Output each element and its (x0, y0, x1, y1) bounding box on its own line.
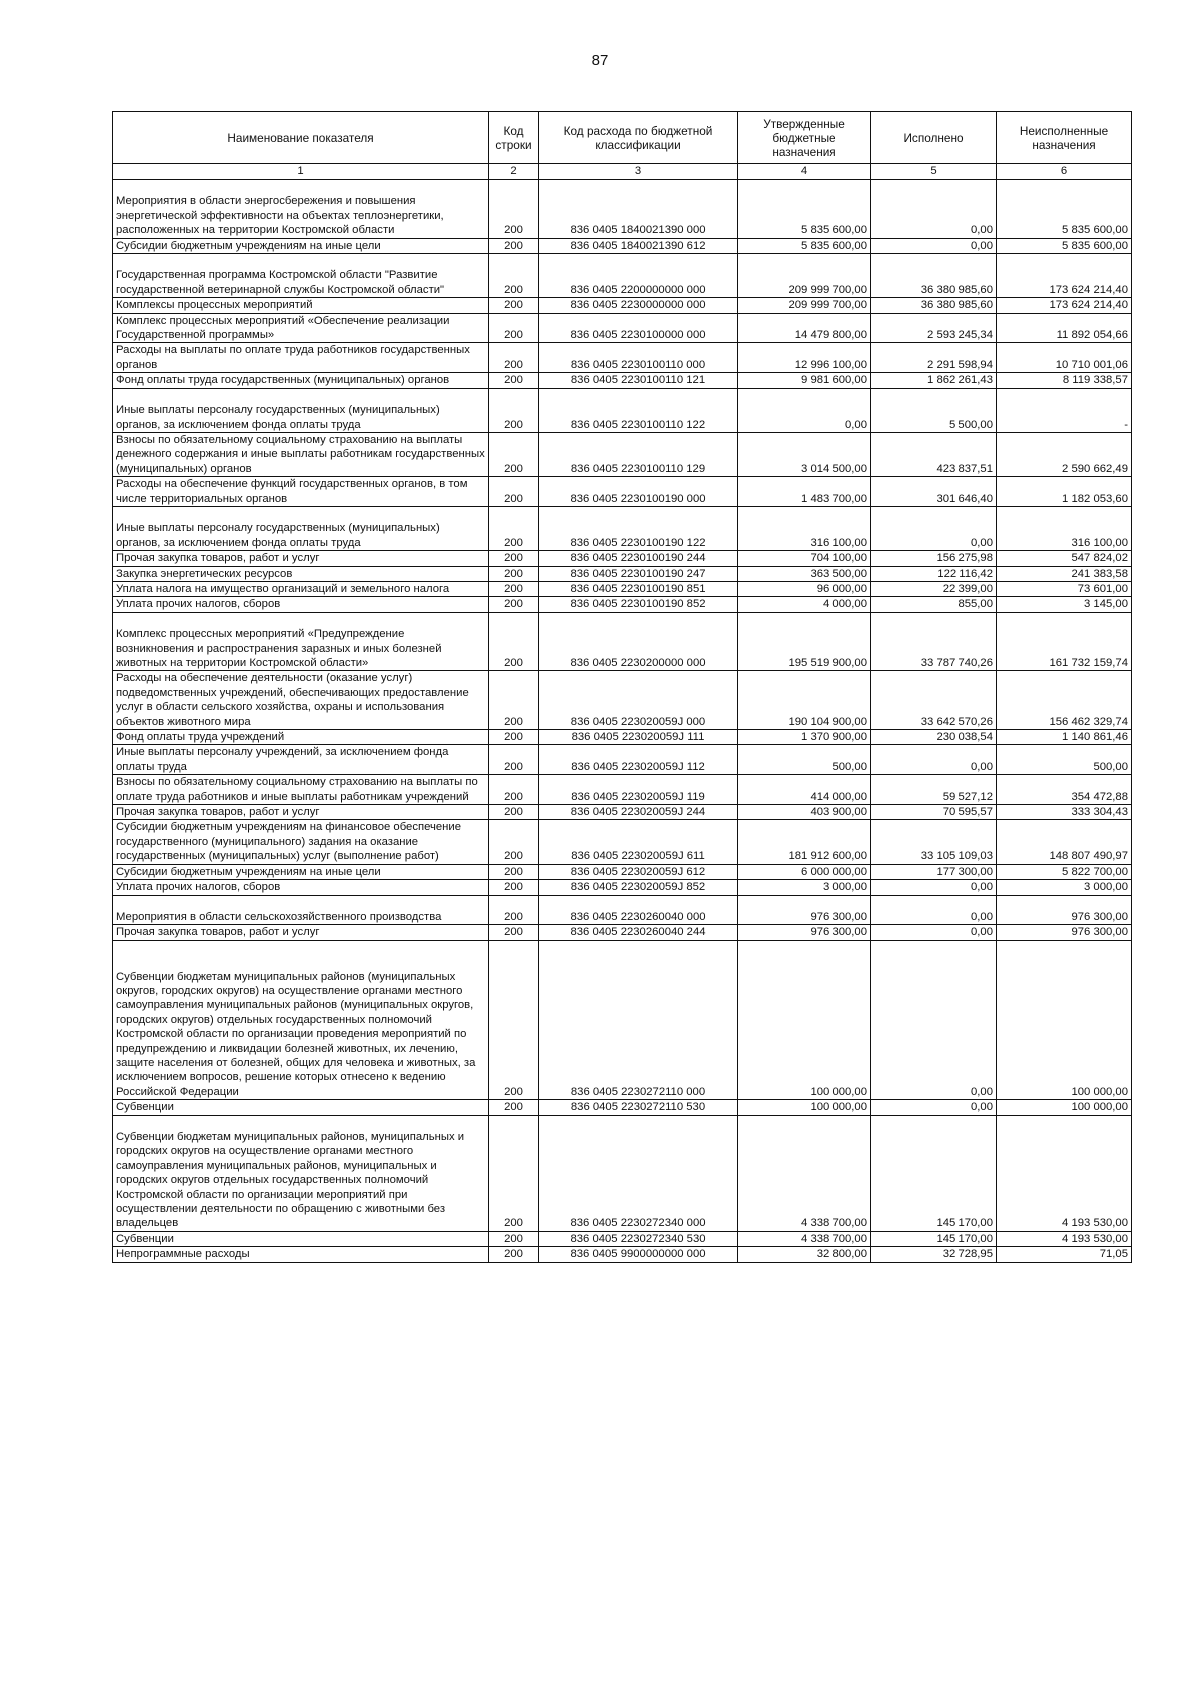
row-name: Прочая закупка товаров, работ и услуг (113, 805, 489, 820)
row-line-code: 200 (489, 343, 539, 373)
row-unexecuted-amount: 156 462 329,74 (997, 671, 1132, 730)
row-approved-amount: 500,00 (738, 745, 871, 775)
row-line-code: 200 (489, 880, 539, 895)
row-executed-amount: 33 105 109,03 (871, 820, 997, 864)
row-executed-amount: 33 787 740,26 (871, 612, 997, 671)
row-executed-amount: 156 275,98 (871, 551, 997, 566)
row-executed-amount: 32 728,95 (871, 1247, 997, 1262)
row-line-code: 200 (489, 566, 539, 581)
row-name: Уплата налога на имущество организаций и земельного налога (113, 581, 489, 596)
row-name: Комплекс процессных мероприятий «Предупреждение возникновения и распространения заразных и иных болезней животных на территории Костромской области» (113, 612, 489, 671)
table-row (113, 432, 1132, 476)
row-classification-code: 836 0405 223020059J 244 (539, 805, 738, 820)
row-approved-amount: 0,00 (738, 388, 871, 432)
table-row (113, 895, 1132, 925)
row-name: Уплата прочих налогов, сборов (113, 597, 489, 612)
row-classification-code: 836 0405 223020059J 000 (539, 671, 738, 730)
row-name: Прочая закупка товаров, работ и услуг (113, 925, 489, 940)
row-unexecuted-amount: - (997, 388, 1132, 432)
row-unexecuted-amount: 100 000,00 (997, 1100, 1132, 1115)
row-name: Субсидии бюджетным учреждениям на иные цели (113, 864, 489, 879)
row-name: Субвенции (113, 1100, 489, 1115)
table-row (113, 1100, 1132, 1115)
table-row (113, 388, 1132, 432)
row-name: Государственная программа Костромской области "Развитие государственной ветеринарной службы Костромской области" (113, 254, 489, 298)
row-line-code: 200 (489, 1231, 539, 1246)
row-line-code: 200 (489, 895, 539, 925)
row-classification-code: 836 0405 2230000000 000 (539, 298, 738, 313)
row-executed-amount: 301 646,40 (871, 477, 997, 507)
row-name: Иные выплаты персоналу государственных (муниципальных) органов, за исключением фонда оплаты труда (113, 506, 489, 550)
table-row (113, 940, 1132, 1099)
column-number: 5 (871, 164, 997, 180)
row-classification-code: 836 0405 9900000000 000 (539, 1247, 738, 1262)
row-classification-code: 836 0405 223020059J 852 (539, 880, 738, 895)
row-approved-amount: 181 912 600,00 (738, 820, 871, 864)
row-classification-code: 836 0405 2230100190 247 (539, 566, 738, 581)
row-unexecuted-amount: 5 835 600,00 (997, 180, 1132, 239)
row-classification-code: 836 0405 2230100190 122 (539, 506, 738, 550)
row-unexecuted-amount: 316 100,00 (997, 506, 1132, 550)
row-approved-amount: 100 000,00 (738, 940, 871, 1099)
row-line-code: 200 (489, 925, 539, 940)
row-classification-code: 836 0405 2200000000 000 (539, 254, 738, 298)
table-row (113, 597, 1132, 612)
row-line-code: 200 (489, 238, 539, 253)
row-classification-code: 836 0405 223020059J 112 (539, 745, 738, 775)
row-approved-amount: 414 000,00 (738, 775, 871, 805)
row-name: Закупка энергетических ресурсов (113, 566, 489, 581)
row-executed-amount: 0,00 (871, 895, 997, 925)
row-unexecuted-amount: 11 892 054,66 (997, 313, 1132, 343)
row-executed-amount: 2 291 598,94 (871, 343, 997, 373)
row-name: Фонд оплаты труда учреждений (113, 730, 489, 745)
table-row (113, 506, 1132, 550)
row-classification-code: 836 0405 2230100190 852 (539, 597, 738, 612)
row-approved-amount: 209 999 700,00 (738, 298, 871, 313)
table-row (113, 775, 1132, 805)
row-line-code: 200 (489, 940, 539, 1099)
row-approved-amount: 4 000,00 (738, 597, 871, 612)
row-approved-amount: 6 000 000,00 (738, 864, 871, 879)
row-line-code: 200 (489, 298, 539, 313)
header-unexecuted: Неисполненные назначения (997, 112, 1132, 164)
row-name: Взносы по обязательному социальному страхованию на выплаты по оплате труда работников и иные выплаты работникам учреждений (113, 775, 489, 805)
row-line-code: 200 (489, 805, 539, 820)
row-unexecuted-amount: 1 140 861,46 (997, 730, 1132, 745)
row-line-code: 200 (489, 254, 539, 298)
row-approved-amount: 4 338 700,00 (738, 1231, 871, 1246)
row-classification-code: 836 0405 2230272110 000 (539, 940, 738, 1099)
row-executed-amount: 5 500,00 (871, 388, 997, 432)
row-executed-amount: 230 038,54 (871, 730, 997, 745)
row-classification-code: 836 0405 223020059J 111 (539, 730, 738, 745)
header-executed: Исполнено (871, 112, 997, 164)
row-approved-amount: 14 479 800,00 (738, 313, 871, 343)
row-line-code: 200 (489, 730, 539, 745)
row-name: Прочая закупка товаров, работ и услуг (113, 551, 489, 566)
row-name: Непрограммные расходы (113, 1247, 489, 1262)
table-row (113, 551, 1132, 566)
row-classification-code: 836 0405 2230100110 121 (539, 373, 738, 388)
table-row (113, 1115, 1132, 1231)
row-executed-amount: 36 380 985,60 (871, 254, 997, 298)
table-row (113, 313, 1132, 343)
column-number: 1 (113, 164, 489, 180)
row-approved-amount: 976 300,00 (738, 895, 871, 925)
row-name: Расходы на обеспечение функций государственных органов, в том числе территориальных органов (113, 477, 489, 507)
row-approved-amount: 195 519 900,00 (738, 612, 871, 671)
row-line-code: 200 (489, 745, 539, 775)
row-classification-code: 836 0405 2230272340 530 (539, 1231, 738, 1246)
row-unexecuted-amount: 976 300,00 (997, 895, 1132, 925)
row-name: Взносы по обязательному социальному страхованию на выплаты денежного содержания и иные выплаты работникам государственных (муниципальных) органов (113, 432, 489, 476)
table-row (113, 373, 1132, 388)
row-approved-amount: 976 300,00 (738, 925, 871, 940)
row-name: Расходы на обеспечение деятельности (оказание услуг) подведомственных учреждений, обеспечивающих предоставление услуг в области сельского хозяйства, охраны и использования объектов животного мира (113, 671, 489, 730)
row-name: Расходы на выплаты по оплате труда работников государственных органов (113, 343, 489, 373)
row-executed-amount: 36 380 985,60 (871, 298, 997, 313)
row-classification-code: 836 0405 223020059J 612 (539, 864, 738, 879)
row-approved-amount: 316 100,00 (738, 506, 871, 550)
row-executed-amount: 145 170,00 (871, 1231, 997, 1246)
row-approved-amount: 1 370 900,00 (738, 730, 871, 745)
row-name: Комплексы процессных мероприятий (113, 298, 489, 313)
row-unexecuted-amount: 5 835 600,00 (997, 238, 1132, 253)
table-row (113, 1247, 1132, 1262)
row-executed-amount: 0,00 (871, 180, 997, 239)
row-executed-amount: 33 642 570,26 (871, 671, 997, 730)
row-classification-code: 836 0405 2230100000 000 (539, 313, 738, 343)
row-approved-amount: 12 996 100,00 (738, 343, 871, 373)
row-classification-code: 836 0405 2230100190 244 (539, 551, 738, 566)
header-line-code: Код строки (489, 112, 539, 164)
table-row (113, 254, 1132, 298)
row-approved-amount: 190 104 900,00 (738, 671, 871, 730)
row-approved-amount: 9 981 600,00 (738, 373, 871, 388)
row-unexecuted-amount: 976 300,00 (997, 925, 1132, 940)
row-classification-code: 836 0405 1840021390 612 (539, 238, 738, 253)
row-approved-amount: 704 100,00 (738, 551, 871, 566)
row-name: Субвенции бюджетам муниципальных районов, муниципальных и городских округов на осуществление органами местного самоуправления муниципальных районов, муниципальных и городских округов отдельных государственных полномочий Костромской области по организации мероприятий при осуществлении деятельности по обращению с животными без владельцев (113, 1115, 489, 1231)
budget-execution-table (112, 111, 1132, 1263)
row-name: Субсидии бюджетным учреждениям на финансовое обеспечение государственного (муниципального) задания на оказание государственных (муниципальных) услуг (выполнение работ) (113, 820, 489, 864)
row-line-code: 200 (489, 313, 539, 343)
row-executed-amount: 122 116,42 (871, 566, 997, 581)
row-unexecuted-amount: 71,05 (997, 1247, 1132, 1262)
row-unexecuted-amount: 148 807 490,97 (997, 820, 1132, 864)
row-name: Комплекс процессных мероприятий «Обеспечение реализации Государственной программы» (113, 313, 489, 343)
table-row (113, 477, 1132, 507)
row-line-code: 200 (489, 373, 539, 388)
row-classification-code: 836 0405 2230272340 000 (539, 1115, 738, 1231)
row-name: Фонд оплаты труда государственных (муниципальных) органов (113, 373, 489, 388)
row-unexecuted-amount: 10 710 001,06 (997, 343, 1132, 373)
row-line-code: 200 (489, 820, 539, 864)
header-row (113, 112, 1132, 164)
row-line-code: 200 (489, 864, 539, 879)
table-row (113, 612, 1132, 671)
row-name: Мероприятия в области энергосбережения и повышения энергетической эффективности на объектах теплоэнергетики, расположенных на территории Костромской области (113, 180, 489, 239)
row-unexecuted-amount: 500,00 (997, 745, 1132, 775)
row-unexecuted-amount: 354 472,88 (997, 775, 1132, 805)
row-executed-amount: 855,00 (871, 597, 997, 612)
row-line-code: 200 (489, 1115, 539, 1231)
row-executed-amount: 70 595,57 (871, 805, 997, 820)
row-approved-amount: 209 999 700,00 (738, 254, 871, 298)
row-approved-amount: 96 000,00 (738, 581, 871, 596)
row-classification-code: 836 0405 1840021390 000 (539, 180, 738, 239)
table-row (113, 730, 1132, 745)
row-classification-code: 836 0405 223020059J 119 (539, 775, 738, 805)
row-line-code: 200 (489, 551, 539, 566)
column-number: 2 (489, 164, 539, 180)
row-line-code: 200 (489, 1247, 539, 1262)
row-line-code: 200 (489, 581, 539, 596)
row-approved-amount: 3 000,00 (738, 880, 871, 895)
row-classification-code: 836 0405 2230200000 000 (539, 612, 738, 671)
row-executed-amount: 0,00 (871, 506, 997, 550)
table-row (113, 671, 1132, 730)
row-classification-code: 836 0405 2230100110 129 (539, 432, 738, 476)
row-unexecuted-amount: 8 119 338,57 (997, 373, 1132, 388)
row-unexecuted-amount: 161 732 159,74 (997, 612, 1132, 671)
row-classification-code: 836 0405 2230100110 122 (539, 388, 738, 432)
row-executed-amount: 0,00 (871, 925, 997, 940)
table-row (113, 745, 1132, 775)
row-approved-amount: 1 483 700,00 (738, 477, 871, 507)
row-line-code: 200 (489, 1100, 539, 1115)
row-name: Иные выплаты персоналу учреждений, за исключением фонда оплаты труда (113, 745, 489, 775)
table-row (113, 880, 1132, 895)
row-unexecuted-amount: 173 624 214,40 (997, 298, 1132, 313)
row-approved-amount: 403 900,00 (738, 805, 871, 820)
row-name: Субвенции (113, 1231, 489, 1246)
row-unexecuted-amount: 73 601,00 (997, 581, 1132, 596)
row-approved-amount: 3 014 500,00 (738, 432, 871, 476)
row-executed-amount: 0,00 (871, 238, 997, 253)
row-unexecuted-amount: 1 182 053,60 (997, 477, 1132, 507)
header-indicator-name: Наименование показателя (113, 112, 489, 164)
row-classification-code: 836 0405 2230260040 244 (539, 925, 738, 940)
row-classification-code: 836 0405 223020059J 611 (539, 820, 738, 864)
table-row (113, 581, 1132, 596)
table-row (113, 180, 1132, 239)
row-unexecuted-amount: 241 383,58 (997, 566, 1132, 581)
row-line-code: 200 (489, 612, 539, 671)
header-classification-code: Код расхода по бюджетной классификации (539, 112, 738, 164)
table-row (113, 343, 1132, 373)
row-unexecuted-amount: 173 624 214,40 (997, 254, 1132, 298)
row-executed-amount: 0,00 (871, 1100, 997, 1115)
row-unexecuted-amount: 4 193 530,00 (997, 1231, 1132, 1246)
row-line-code: 200 (489, 506, 539, 550)
row-approved-amount: 32 800,00 (738, 1247, 871, 1262)
row-classification-code: 836 0405 2230272110 530 (539, 1100, 738, 1115)
row-name: Субвенции бюджетам муниципальных районов (муниципальных округов, городских округов) на осуществление органами местного самоуправления муниципальных районов (муниципальных округов, городских округов) отдельных государственных полномочий Костромской области по организации проведения мероприятий по предупреждению и ликвидации болезней животных, их лечению, защите населения от болезней, общих для человека и животных, за исключением вопросов, решение которых отнесено к ведению Российской Федерации (113, 940, 489, 1099)
row-executed-amount: 0,00 (871, 880, 997, 895)
row-approved-amount: 363 500,00 (738, 566, 871, 581)
row-executed-amount: 59 527,12 (871, 775, 997, 805)
table-row (113, 1231, 1132, 1246)
row-line-code: 200 (489, 180, 539, 239)
row-classification-code: 836 0405 2230100190 851 (539, 581, 738, 596)
row-name: Уплата прочих налогов, сборов (113, 880, 489, 895)
table-row (113, 925, 1132, 940)
row-executed-amount: 1 862 261,43 (871, 373, 997, 388)
row-unexecuted-amount: 547 824,02 (997, 551, 1132, 566)
row-name: Иные выплаты персоналу государственных (муниципальных) органов, за исключением фонда оплаты труда (113, 388, 489, 432)
row-approved-amount: 4 338 700,00 (738, 1115, 871, 1231)
row-executed-amount: 423 837,51 (871, 432, 997, 476)
column-number-row (113, 164, 1132, 180)
row-executed-amount: 22 399,00 (871, 581, 997, 596)
row-unexecuted-amount: 100 000,00 (997, 940, 1132, 1099)
row-classification-code: 836 0405 2230260040 000 (539, 895, 738, 925)
table-row (113, 238, 1132, 253)
row-line-code: 200 (489, 477, 539, 507)
column-number: 3 (539, 164, 738, 180)
column-number: 4 (738, 164, 871, 180)
row-approved-amount: 5 835 600,00 (738, 238, 871, 253)
row-line-code: 200 (489, 597, 539, 612)
row-executed-amount: 2 593 245,34 (871, 313, 997, 343)
row-line-code: 200 (489, 671, 539, 730)
row-approved-amount: 5 835 600,00 (738, 180, 871, 239)
row-executed-amount: 0,00 (871, 745, 997, 775)
page-number: 87 (591, 52, 609, 69)
row-executed-amount: 0,00 (871, 940, 997, 1099)
row-name: Мероприятия в области сельскохозяйственного производства (113, 895, 489, 925)
row-unexecuted-amount: 5 822 700,00 (997, 864, 1132, 879)
row-unexecuted-amount: 4 193 530,00 (997, 1115, 1132, 1231)
table-row (113, 298, 1132, 313)
header-approved: Утвержденные бюджетные назначения (738, 112, 871, 164)
row-unexecuted-amount: 3 145,00 (997, 597, 1132, 612)
row-approved-amount: 100 000,00 (738, 1100, 871, 1115)
table-row (113, 805, 1132, 820)
row-line-code: 200 (489, 775, 539, 805)
table-row (113, 566, 1132, 581)
column-number: 6 (997, 164, 1132, 180)
row-line-code: 200 (489, 388, 539, 432)
row-executed-amount: 145 170,00 (871, 1115, 997, 1231)
table-row (113, 820, 1132, 864)
row-line-code: 200 (489, 432, 539, 476)
row-classification-code: 836 0405 2230100190 000 (539, 477, 738, 507)
row-classification-code: 836 0405 2230100110 000 (539, 343, 738, 373)
row-executed-amount: 177 300,00 (871, 864, 997, 879)
row-unexecuted-amount: 3 000,00 (997, 880, 1132, 895)
row-unexecuted-amount: 333 304,43 (997, 805, 1132, 820)
table-row (113, 864, 1132, 879)
row-unexecuted-amount: 2 590 662,49 (997, 432, 1132, 476)
row-name: Субсидии бюджетным учреждениям на иные цели (113, 238, 489, 253)
